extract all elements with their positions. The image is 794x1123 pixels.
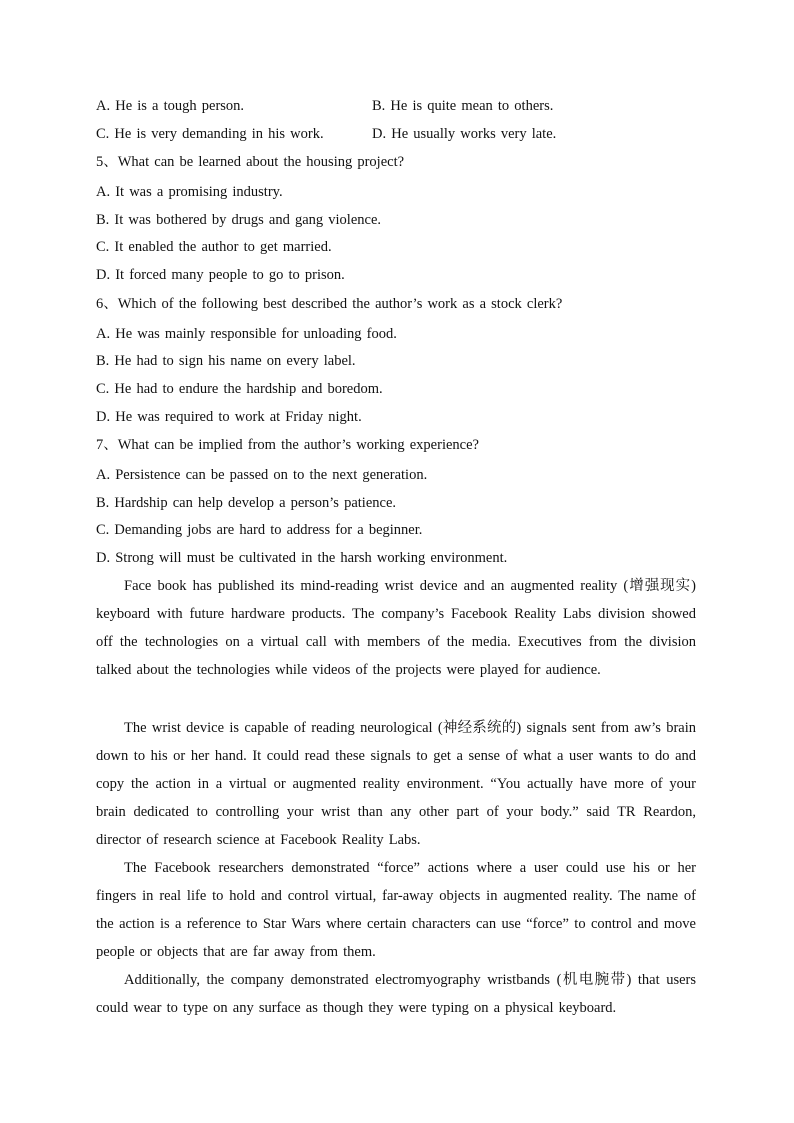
- q4-option-c: C. He is very demanding in his work.: [96, 126, 324, 142]
- q7-stem: 7、What can be implied from the author’s working experience?: [96, 437, 479, 453]
- q6-option-a: A. He was mainly responsible for unloading food.: [96, 326, 397, 342]
- q5-option-d: D. It forced many people to go to prison.: [96, 267, 345, 283]
- q4-option-d: D. He usually works very late.: [372, 126, 557, 142]
- q4-option-a: A. He is a tough person.: [96, 98, 245, 114]
- q6-option-d: D. He was required to work at Friday night.: [96, 409, 362, 425]
- q4-option-b: B. He is quite mean to others.: [372, 98, 554, 114]
- q7-option-a: A. Persistence can be passed on to the next generation.: [96, 467, 428, 483]
- passage-paragraph-1: Face book has published its mind-reading wrist device and an augmented reality (增强现实) keyboard with future hardware products. The company’s Facebook Reality Labs division showed off the technologies on a virtual call with members of the media. Executives from the division talked about the technologies while videos of the projects were played for audience.: [96, 578, 696, 678]
- q6-option-c: C. He had to endure the hardship and boredom.: [96, 381, 383, 397]
- passage-paragraph-4: Additionally, the company demonstrated electromyography wristbands (机电腕带) that users could wear to type on any surface as though they were typing on a physical keyboard.: [96, 972, 696, 1016]
- q7-option-d: D. Strong will must be cultivated in the harsh working environment.: [96, 550, 508, 566]
- q5-stem: 5、What can be learned about the housing project?: [96, 154, 405, 170]
- q5-option-c: C. It enabled the author to get married.: [96, 239, 332, 255]
- q6-stem: 6、Which of the following best described the author’s work as a stock clerk?: [96, 296, 563, 312]
- q7-option-c: C. Demanding jobs are hard to address for a beginner.: [96, 522, 423, 538]
- q7-option-b: B. Hardship can help develop a person’s patience.: [96, 495, 397, 511]
- passage-paragraph-2: The wrist device is capable of reading neurological (神经系统的) signals sent from aw’s brain down to his or her hand. It could read these signals to get a sense of what a user wants to do and copy the action in a virtual or augmented reality environment. “You actually have more of your brain dedicated to controlling your wrist than any other part of your body.” said TR Reardon, director of research science at Facebook Reality Labs.: [96, 720, 696, 848]
- q5-option-b: B. It was bothered by drugs and gang violence.: [96, 212, 382, 228]
- q6-option-b: B. He had to sign his name on every label.: [96, 353, 356, 369]
- q5-option-a: A. It was a promising industry.: [96, 184, 283, 200]
- passage-paragraph-3: The Facebook researchers demonstrated “force” actions where a user could use his or her fingers in real life to hold and control virtual, far-away objects in augmented reality. The name of the action is a reference to Star Wars where certain characters can use “force” to control and move people or objects that are far away from them.: [96, 860, 696, 960]
